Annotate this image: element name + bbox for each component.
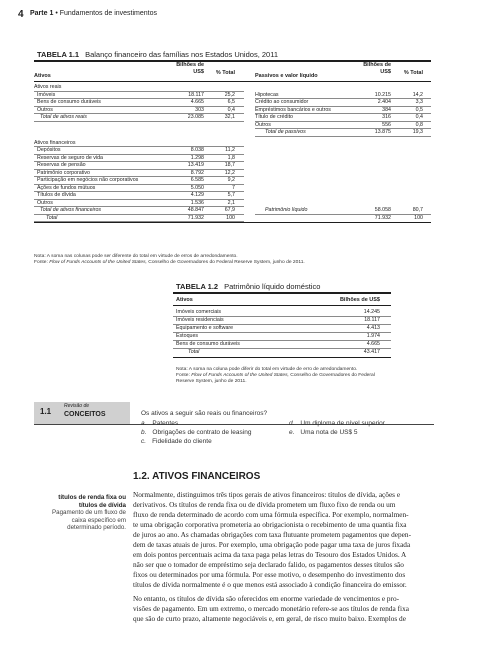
table-row-label: Total de ativos financeiros bbox=[40, 207, 102, 213]
table-row-percent: 7 bbox=[232, 184, 235, 191]
concept-item-text: Obrigações de contrato de leasing bbox=[152, 429, 252, 436]
table-1-1-source bbox=[34, 260, 454, 266]
table-row-value: 23.085 bbox=[187, 114, 204, 120]
table-row-value: 8.792 bbox=[190, 169, 204, 176]
table-row-value: 316 bbox=[382, 114, 391, 120]
table-row-label: Total bbox=[46, 214, 58, 221]
running-header bbox=[30, 10, 157, 17]
table-row-percent: 0,4 bbox=[227, 106, 235, 113]
table-row-value: 48.847 bbox=[187, 207, 204, 213]
table-row-percent: 32,1 bbox=[224, 114, 235, 120]
concept-item-letter: b. bbox=[141, 429, 147, 436]
table-1-1-number: TABELA 1.1 bbox=[37, 50, 80, 59]
paragraph-2 bbox=[133, 594, 433, 624]
concept-item-text: Fidelidade do cliente bbox=[152, 438, 212, 445]
row-rule bbox=[34, 121, 244, 122]
concept-item-e bbox=[289, 429, 358, 437]
table-1-2-note: Nota: A soma na coluna pode diferir do total em virtude de erro de arredondamento. bbox=[176, 367, 358, 372]
table-row-label: Participação em negócios não corporativos bbox=[37, 177, 139, 183]
table-row-label: Depósitos bbox=[37, 147, 61, 153]
concept-item-letter: a. bbox=[141, 420, 147, 427]
concept-question: Os ativos a seguir são reais ou financeiros? bbox=[141, 410, 268, 417]
paragraph-line: dem de taxas atuais de juros. Por exemplo, uma obrigação pode pagar uma taxa de juros fixada bbox=[133, 540, 411, 549]
table-row-label: Hipotecas bbox=[255, 91, 279, 98]
table-row-value: 303 bbox=[195, 106, 204, 113]
margin-definition-text: Pagamento de um fluxo de caixa específico em determinado período. bbox=[52, 509, 126, 531]
table-row-value: 384 bbox=[382, 106, 391, 113]
paragraph-line: de juros ao ano. As chamadas obrigações com taxa flutuante prometem pagamentos que depen- bbox=[133, 530, 411, 539]
table-row-value: 8.038 bbox=[190, 147, 204, 153]
table-1-2-source-prefix: Fonte: bbox=[176, 373, 190, 378]
table-1-2-row-value: 18.117 bbox=[364, 317, 380, 323]
table-1-1-source-prefix: Fonte: bbox=[34, 260, 48, 265]
table-header-percent: % Total bbox=[215, 70, 235, 76]
table-row-percent: 11,2 bbox=[225, 147, 235, 153]
concept-item-letter: e. bbox=[289, 429, 295, 436]
table-row-label: Crédito ao consumidor bbox=[255, 99, 309, 105]
concept-item-b bbox=[141, 429, 251, 437]
table-row-percent: 100 bbox=[226, 214, 235, 221]
table-row-label: Patrimônio corporativo bbox=[37, 169, 90, 176]
table-row-value: 13.419 bbox=[187, 162, 204, 168]
table-row-label: Bens de consumo duráveis bbox=[37, 99, 101, 105]
table-row-percent: 80,7 bbox=[412, 207, 423, 213]
table-1-2-row-value: 14.245 bbox=[363, 309, 380, 315]
table-1-1-title bbox=[37, 50, 278, 59]
table-row-label: Título de crédito bbox=[255, 114, 293, 120]
header-part: Parte 1 bbox=[30, 10, 54, 17]
table-row-label: Outros bbox=[37, 199, 53, 206]
concept-item-d bbox=[289, 420, 385, 428]
table-1-2-row-label: Equipamento e software bbox=[176, 325, 234, 331]
section-heading: 1.2. ATIVOS FINANCEIROS bbox=[133, 471, 261, 482]
table-1-2-header-billions: Bilhões de US$ bbox=[339, 297, 380, 303]
table-row-label: Títulos de dívida bbox=[37, 192, 76, 198]
header-bullet: • bbox=[55, 10, 58, 17]
paragraph-line: visões de pagamento. Em um extremo, o mercado monetário refere-se aos títulos de renda fixa bbox=[133, 604, 409, 613]
paragraph-line: derivativos. Os títulos de renda fixa ou de dívida prometem um fluxo fixo de renda ou um bbox=[133, 500, 396, 509]
table-row-value: 71.932 bbox=[374, 214, 391, 221]
table-row-percent: 9,2 bbox=[227, 177, 235, 183]
table-1-2-source-cont: Reserve System, junho de 2011. bbox=[176, 379, 247, 384]
table-row-value: 5.050 bbox=[190, 184, 204, 191]
table-1-1-bottom-rule bbox=[34, 222, 431, 223]
table-row-label: Reservas de pensão bbox=[37, 162, 86, 168]
table-1-1-caption: Balanço financeiro das famílias nos Estados Unidos, 2011 bbox=[85, 50, 278, 59]
table-row-percent: 67,9 bbox=[224, 207, 235, 213]
table-1-2-row-label: Imóveis residenciais bbox=[176, 317, 224, 323]
table-1-2-row-value: 4.665 bbox=[366, 341, 380, 347]
concept-item-c bbox=[141, 438, 212, 446]
concept-item-letter: d. bbox=[289, 420, 295, 427]
table-row-label: Total de passivos bbox=[265, 129, 306, 135]
table-row-label: Empréstimos bancários e outros bbox=[255, 106, 331, 113]
table-1-2-row-value: 1.974 bbox=[366, 333, 380, 339]
table-header-billions: Bilhões de US$ bbox=[176, 62, 204, 75]
concept-item-text: Um diploma de nível superior bbox=[300, 420, 385, 427]
table-header-billions: Bilhões de US$ bbox=[363, 62, 391, 75]
table-1-2-total-value: 43.417 bbox=[363, 349, 380, 355]
table-row-percent: 3,3 bbox=[415, 99, 423, 105]
table-1-1-note: Nota: A soma nas colunas pode ser diferente do total em virtude de erros de arredondamento. bbox=[34, 254, 238, 259]
concept-check-prefix: Revisão de bbox=[64, 403, 90, 409]
table-row-percent: 14,2 bbox=[412, 91, 423, 98]
paragraph-line: títulos de dívida normalmente é o que menos está associado à condição financeira do emissor. bbox=[133, 580, 407, 589]
table-1-2-bottom-rule bbox=[173, 357, 391, 358]
table-1-2-row-label: Bens de consumo duráveis bbox=[176, 341, 240, 347]
paragraph-line: No entanto, os títulos de dívida são oferecidos em enorme variedade de vencimentos e pro- bbox=[133, 594, 400, 603]
table-row-percent: 12,2 bbox=[224, 169, 235, 176]
table-row-label: Outros bbox=[255, 121, 271, 128]
table-row-value: 2.404 bbox=[377, 99, 391, 105]
table-row-label: Outros bbox=[37, 106, 53, 113]
table-row-percent: 2,1 bbox=[227, 199, 235, 206]
page-number: 4 bbox=[18, 9, 24, 20]
row-rule bbox=[255, 136, 431, 137]
table-1-2-header-rule bbox=[173, 305, 391, 306]
margin-definition bbox=[46, 494, 126, 532]
table-row-value: 13.875 bbox=[374, 129, 391, 135]
section-label-financial-assets: Ativos financeiros bbox=[34, 139, 76, 146]
concept-check-number: 1.1 bbox=[40, 407, 52, 416]
table-1-2-number: TABELA 1.2 bbox=[176, 282, 219, 291]
table-row-percent: 25,2 bbox=[224, 91, 235, 98]
table-1-2-source-rest: Conselho de Governadores do Federal bbox=[290, 373, 375, 378]
concept-item-text: Patentes bbox=[152, 420, 179, 427]
table-header-rule bbox=[34, 81, 431, 82]
table-1-2-caption: Patrimônio líquido doméstico bbox=[224, 282, 321, 291]
table-1-2-title bbox=[176, 282, 320, 291]
table-header-liabilities: Passivos e valor líquido bbox=[255, 73, 318, 79]
table-row-percent: 19,3 bbox=[412, 129, 423, 135]
table-row-percent: 18,7 bbox=[224, 162, 235, 168]
paragraph-line: Normalmente, distinguimos três tipos gerais de ativos financeiros: títulos de dívida, ações e bbox=[133, 490, 401, 499]
table-1-2-row-label: Imóveis comerciais bbox=[176, 309, 222, 315]
table-row-label: Patrimônio líquido bbox=[265, 207, 308, 213]
table-row-label: Imóveis bbox=[37, 91, 56, 98]
paragraph-line: que são de curto prazo, altamente negociáveis e, em geral, de risco muito baixo. Exemplos de bbox=[133, 614, 406, 623]
concept-item-a bbox=[141, 420, 178, 428]
paragraph-line: em dois pontos percentuais acima da taxa paga pelas letras do Tesouro dos Estados Unidos. A bbox=[133, 550, 407, 559]
paragraph-1 bbox=[133, 490, 433, 590]
concept-item-text: Uma nota de US$ 5 bbox=[300, 429, 358, 436]
table-row-label: Reservas de seguro de vida bbox=[37, 154, 103, 161]
table-1-1-source-title: Flow of Funds Accounts of the United States, bbox=[49, 260, 147, 265]
table-1-1-source-rest: Conselho de Governadores do Federal Reserve System, junho de 2011. bbox=[148, 260, 305, 265]
concept-item-letter: c. bbox=[141, 438, 147, 445]
header-part-title: Fundamentos de investimentos bbox=[59, 10, 157, 17]
table-row-value: 58.058 bbox=[374, 207, 391, 213]
table-row-value: 71.932 bbox=[187, 214, 204, 221]
paragraph-line: não ser que o tomador de empréstimo seja declarado falido, os pagamentos desses títulos são bbox=[133, 560, 404, 569]
margin-definition-term: títulos de renda fixa ou títulos de dívida bbox=[58, 494, 126, 509]
table-row-value: 4.665 bbox=[190, 99, 204, 105]
table-1-2-row-label: Estoques bbox=[176, 333, 199, 339]
table-header-assets: Ativos bbox=[34, 73, 51, 79]
table-row-percent: 6,5 bbox=[227, 99, 235, 105]
table-row-value: 1.536 bbox=[190, 199, 204, 206]
table-row-value: 10.215 bbox=[374, 91, 391, 98]
table-row-percent: 5,7 bbox=[227, 192, 235, 198]
table-row-percent: 0,4 bbox=[415, 114, 423, 120]
table-row-value: 6.585 bbox=[190, 177, 204, 183]
table-row-label: Ações de fundos mútuos bbox=[37, 184, 96, 191]
table-1-2-total-label: Total bbox=[188, 349, 200, 355]
table-row-percent: 1,8 bbox=[227, 154, 235, 161]
table-row-value: 4.129 bbox=[190, 192, 204, 198]
table-header-percent: % Total bbox=[403, 70, 423, 76]
concept-check-title: CONCEITOS bbox=[64, 411, 106, 418]
table-1-2-header-assets: Ativos bbox=[176, 297, 193, 303]
table-row-percent: 0,8 bbox=[415, 121, 423, 128]
table-row-percent: 100 bbox=[414, 214, 423, 221]
paragraph-line: te uma obrigação corporativa prometeria ao obrigacionista o recebimento de uma quantia fixa bbox=[133, 520, 407, 529]
table-1-2-row-value: 4.413 bbox=[366, 325, 380, 331]
section-label-real-assets: Ativos reais bbox=[34, 84, 62, 90]
paragraph-line: fixos ou determinados por uma fórmula. Por esse motivo, o desempenho do investimento dos bbox=[133, 570, 406, 579]
table-1-2-source-title: Flow of Funds Accounts of the United States, bbox=[191, 373, 289, 378]
table-row-label: Total de ativos reais bbox=[40, 114, 87, 120]
table-row-value: 1.298 bbox=[190, 154, 204, 161]
table-row-value: 18.117 bbox=[188, 91, 204, 98]
table-1-2-top-rule bbox=[173, 292, 391, 294]
table-row-percent: 0,5 bbox=[415, 106, 423, 113]
paragraph-line: fluxo de renda determinado de acordo com uma fórmula específica. Por exemplo, normalmen- bbox=[133, 510, 409, 519]
table-row-value: 556 bbox=[382, 121, 391, 128]
